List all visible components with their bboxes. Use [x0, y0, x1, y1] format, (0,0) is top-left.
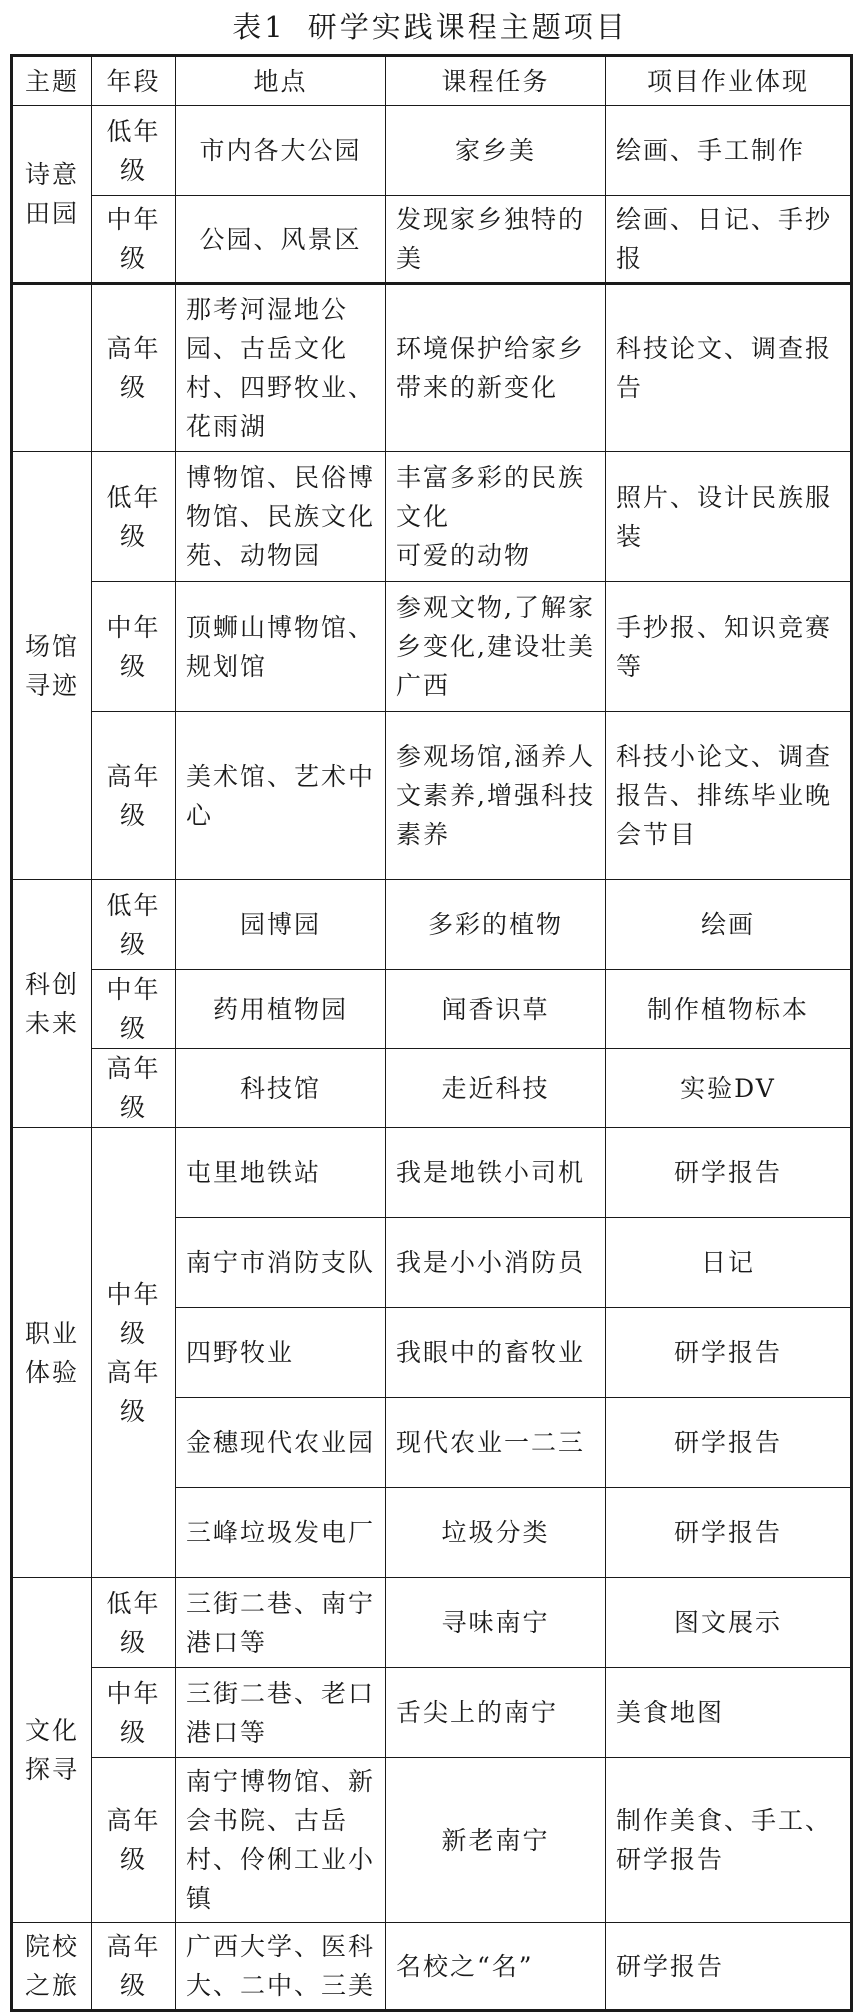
grade-cell: 高年级 [92, 1758, 176, 1923]
table-row [12, 196, 852, 284]
table-row [12, 1578, 852, 1668]
output-cell: 制作美食、手工、研学报告 [606, 1758, 852, 1923]
output-cell: 研学报告 [606, 1923, 852, 2011]
table-row [12, 582, 852, 712]
output-cell: 图文展示 [606, 1578, 852, 1668]
output-cell: 日记 [606, 1218, 852, 1308]
location-cell: 南宁博物馆、新会书院、古岳村、伶俐工业小镇 [176, 1758, 386, 1923]
task-cell: 多彩的植物 [386, 880, 606, 970]
task-cell: 环境保护给家乡带来的新变化 [386, 284, 606, 452]
task-cell: 名校之“名” [386, 1923, 606, 2011]
table-row [12, 284, 852, 452]
location-cell: 三街二巷、老口港口等 [176, 1668, 386, 1758]
location-cell: 广西大学、医科大、二中、三美 [176, 1923, 386, 2011]
grade-cell [92, 1128, 176, 1578]
table-number: 表1 [232, 10, 286, 44]
output-cell: 科技小论文、调查报告、排练毕业晚会节目 [606, 712, 852, 880]
grade-cell: 中年级 [92, 196, 176, 284]
location-cell: 顶蛳山博物馆、规划馆 [176, 582, 386, 712]
theme-cell-empty [12, 284, 92, 452]
task-cell: 舌尖上的南宁 [386, 1668, 606, 1758]
grade-cell: 低年级 [92, 1578, 176, 1668]
task-cell: 走近科技 [386, 1049, 606, 1128]
output-cell: 实验DV [606, 1049, 852, 1128]
table-row [12, 712, 852, 880]
task-cell [386, 452, 606, 582]
table-row [12, 1758, 852, 1923]
table-row [12, 1668, 852, 1758]
output-cell: 研学报告 [606, 1488, 852, 1578]
grade-cell: 低年级 [92, 452, 176, 582]
location-cell: 美术馆、艺术中心 [176, 712, 386, 880]
output-cell: 科技论文、调查报告 [606, 284, 852, 452]
theme-cell: 科创未来 [12, 880, 92, 1128]
table-row [12, 970, 852, 1049]
task-cell: 寻味南宁 [386, 1578, 606, 1668]
grade-cell: 中年级 [92, 970, 176, 1049]
task-cell: 垃圾分类 [386, 1488, 606, 1578]
table-title: 研学实践课程主题项目 [307, 10, 628, 44]
table-row [12, 106, 852, 196]
task-cell: 我眼中的畜牧业 [386, 1308, 606, 1398]
course-theme-table [10, 54, 853, 2012]
header-row [12, 56, 852, 106]
task-cell: 参观文物,了解家乡变化,建设壮美广西 [386, 582, 606, 712]
output-cell: 绘画、日记、手抄报 [606, 196, 852, 284]
grade-cell: 低年级 [92, 106, 176, 196]
location-cell: 屯里地铁站 [176, 1128, 386, 1218]
location-cell: 园博园 [176, 880, 386, 970]
task-cell: 新老南宁 [386, 1758, 606, 1923]
table-row [12, 452, 852, 582]
table-row [12, 1049, 852, 1128]
header-output: 项目作业体现 [606, 56, 852, 106]
task-cell: 家乡美 [386, 106, 606, 196]
table-row [12, 880, 852, 970]
grade-cell: 高年级 [92, 284, 176, 452]
grade-cell: 中年级 [92, 582, 176, 712]
output-cell: 绘画 [606, 880, 852, 970]
location-cell: 那考河湿地公园、古岳文化村、四野牧业、花雨湖 [176, 284, 386, 452]
grade-cell: 中年级 [92, 1668, 176, 1758]
task-cell: 发现家乡独特的美 [386, 196, 606, 284]
header-task: 课程任务 [386, 56, 606, 106]
grade-cell: 高年级 [92, 1049, 176, 1128]
grade-cell: 高年级 [92, 712, 176, 880]
output-cell: 绘画、手工制作 [606, 106, 852, 196]
location-cell: 南宁市消防支队 [176, 1218, 386, 1308]
task-cell: 参观场馆,涵养人文素养,增强科技素养 [386, 712, 606, 880]
task-line: 丰富多彩的民族文化 [396, 463, 586, 531]
grade-cell: 低年级 [92, 880, 176, 970]
location-cell: 三峰垃圾发电厂 [176, 1488, 386, 1578]
output-cell: 研学报告 [606, 1308, 852, 1398]
theme-cell: 院校之旅 [12, 1923, 92, 2011]
grade-line: 中年级 [106, 1279, 161, 1348]
output-cell: 研学报告 [606, 1398, 852, 1488]
table-row [12, 1923, 852, 2011]
location-cell: 公园、风景区 [176, 196, 386, 284]
theme-cell: 诗意田园 [12, 106, 92, 284]
output-cell: 美食地图 [606, 1668, 852, 1758]
output-cell: 制作植物标本 [606, 970, 852, 1049]
task-line: 可爱的动物 [396, 541, 532, 570]
table-caption [0, 0, 860, 54]
location-cell: 科技馆 [176, 1049, 386, 1128]
output-cell: 照片、设计民族服装 [606, 452, 852, 582]
location-cell: 博物馆、民俗博物馆、民族文化苑、动物园 [176, 452, 386, 582]
location-cell: 四野牧业 [176, 1308, 386, 1398]
theme-cell: 职业体验 [12, 1128, 92, 1578]
grade-line: 高年级 [106, 1357, 161, 1426]
task-cell: 现代农业一二三 [386, 1398, 606, 1488]
output-cell: 手抄报、知识竞赛等 [606, 582, 852, 712]
grade-cell: 高年级 [92, 1923, 176, 2011]
task-cell: 闻香识草 [386, 970, 606, 1049]
header-theme: 主题 [12, 56, 92, 106]
task-cell: 我是小小消防员 [386, 1218, 606, 1308]
theme-cell: 文化探寻 [12, 1578, 92, 1923]
location-cell: 金穗现代农业园 [176, 1398, 386, 1488]
header-grade: 年段 [92, 56, 176, 106]
theme-cell: 场馆寻迹 [12, 452, 92, 880]
location-cell: 药用植物园 [176, 970, 386, 1049]
task-cell: 我是地铁小司机 [386, 1128, 606, 1218]
table-row [12, 1128, 852, 1218]
location-cell: 市内各大公园 [176, 106, 386, 196]
header-location: 地点 [176, 56, 386, 106]
output-cell: 研学报告 [606, 1128, 852, 1218]
location-cell: 三街二巷、南宁港口等 [176, 1578, 386, 1668]
